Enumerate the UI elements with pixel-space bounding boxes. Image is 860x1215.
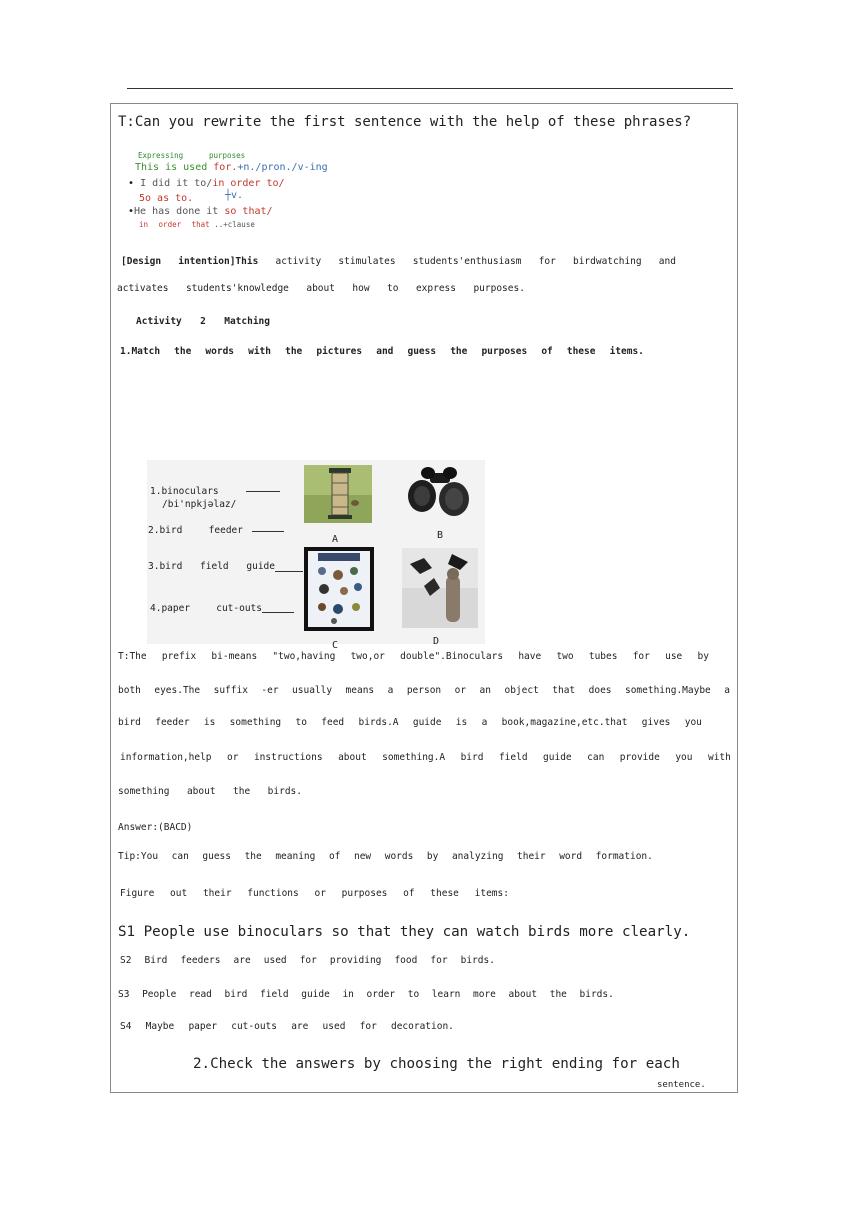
answer-blank <box>275 571 303 572</box>
binoculars-photo <box>402 463 478 519</box>
sentence-s3: S3 People read bird field guide in order to learn more about the birds. <box>118 989 614 1000</box>
activity-title: Activity 2 Matching <box>136 316 270 327</box>
item-bird-field-guide: 3.bird field guide <box>148 561 275 572</box>
item-binoculars: 1.binoculars <box>150 486 219 497</box>
picture-label-a: A <box>332 534 339 545</box>
design-intention-line-2: activates students'knowledge about how to express purposes. <box>117 283 525 294</box>
explanation-line-3: bird feeder is something to feed birds.A guide is a book,magazine,etc.that gives you <box>118 717 702 728</box>
explanation-line-5: something about the birds. <box>118 786 302 797</box>
answer-blank <box>252 531 284 532</box>
expr-line-1: This is used for.+n./pron./v-ing <box>135 162 328 173</box>
tag-expressing: Expressing <box>138 151 184 160</box>
explanation-line-2: both eyes.The suffix -er usually means a person or an object that does something.Maybe a <box>118 685 730 696</box>
picture-label-d: D <box>433 636 440 647</box>
expr-line-5: in order that ..+clause <box>139 220 255 229</box>
bullet-icon: • <box>128 206 135 217</box>
item-bird-feeder: 2.bird feeder <box>148 525 243 536</box>
answer-blank <box>246 491 280 492</box>
answer-text: Answer:(BACD) <box>118 822 193 833</box>
expr-line-2: • I did it to/in order to/ <box>128 178 285 189</box>
picture-label-c: C <box>332 640 339 651</box>
question-text: T:Can you rewrite the first sentence with the help of these phrases? <box>118 114 692 130</box>
tag-purposes: purposes <box>209 151 246 160</box>
bird-field-guide-photo <box>304 547 374 631</box>
check-heading-end: sentence. <box>657 1080 706 1090</box>
sentence-s1: S1 People use binoculars so that they can watch birds more clearly. <box>118 924 691 940</box>
header-rule <box>127 88 733 89</box>
bird-feeder-photo <box>304 465 372 523</box>
picture-label-b: B <box>437 530 444 541</box>
design-intention-line-1: [Design intention]This activity stimulates students'enthusiasm for birdwatching and <box>121 256 676 267</box>
sentence-s2: S2 Bird feeders are used for providing food for birds. <box>120 955 495 966</box>
expr-line-3a: 5o as to. <box>139 193 194 204</box>
answer-blank <box>262 612 294 613</box>
expr-line-3b: ┼v. <box>225 190 244 201</box>
sentence-s4: S4 Maybe paper cut-outs are used for decoration. <box>120 1021 454 1032</box>
explanation-line-4: information,help or instructions about something.A bird field guide can provide you with <box>120 752 731 763</box>
explanation-line-1: T:The prefix bi-means "two,having two,or double".Binoculars have two tubes for use by <box>118 651 709 662</box>
figure-out-prompt: Figure out their functions or purposes of these items: <box>120 888 509 899</box>
item-paper-cutouts: 4.paper cut-outs <box>150 603 262 614</box>
bullet-icon: • <box>128 178 135 189</box>
tip-text: Tip:You can guess the meaning of new words by analyzing their word formation. <box>118 851 653 862</box>
item-binoculars-phonetic: /bi'npkjəlaz/ <box>162 499 237 510</box>
check-heading: 2.Check the answers by choosing the right ending for each <box>193 1056 680 1072</box>
paper-cutouts-photo <box>402 548 478 628</box>
expr-line-4: •He has done it so that/ <box>128 206 273 217</box>
match-instruction: 1.Match the words with the pictures and guess the purposes of these items. <box>120 346 644 357</box>
